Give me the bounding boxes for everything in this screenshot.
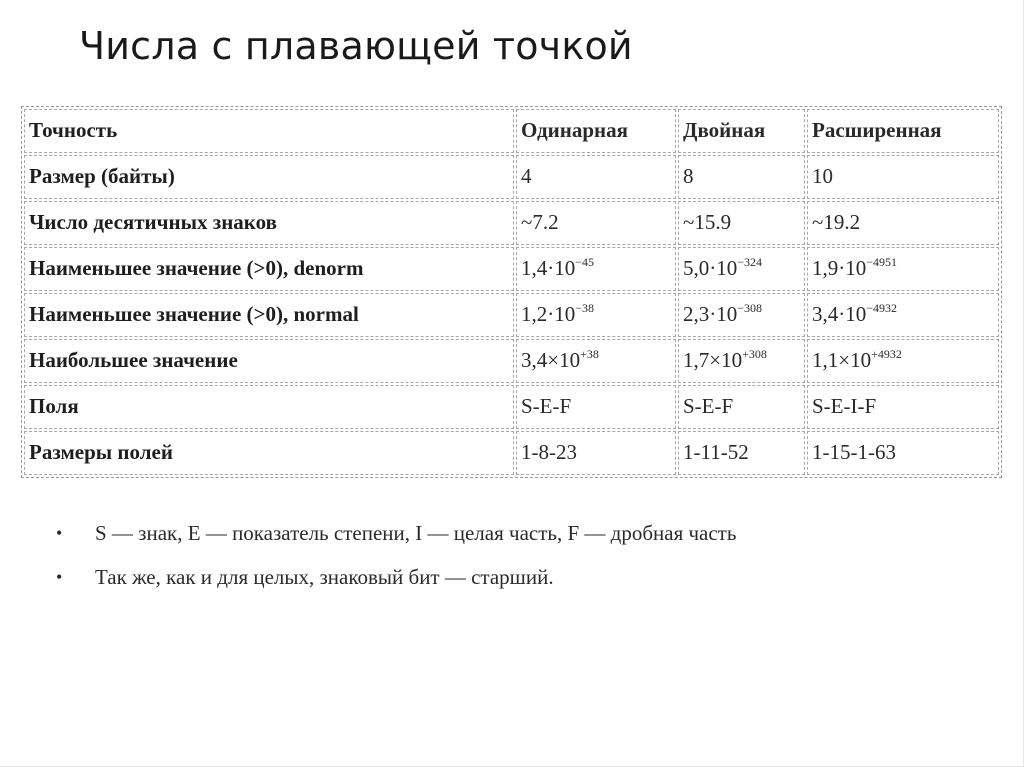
notes-list bbox=[56, 520, 736, 608]
row-label: Наименьшее значение (>0), denorm bbox=[24, 247, 514, 291]
table-cell bbox=[516, 339, 676, 383]
cell-value: 3,4×10 bbox=[521, 348, 581, 372]
table-cell bbox=[807, 293, 999, 337]
list-item bbox=[56, 564, 736, 608]
table-cell bbox=[807, 385, 999, 429]
cell-exponent: +308 bbox=[742, 347, 767, 361]
cell-exponent: −4951 bbox=[866, 255, 898, 269]
table-cell bbox=[516, 247, 676, 291]
cell-value: ~15.9 bbox=[683, 210, 732, 234]
table-cell bbox=[678, 247, 805, 291]
cell-exponent: −38 bbox=[575, 301, 595, 315]
table-row bbox=[24, 247, 999, 291]
table-row bbox=[24, 385, 999, 429]
table-cell bbox=[807, 201, 999, 245]
cell-value: 1,4·10 bbox=[521, 256, 576, 280]
table-cell bbox=[678, 385, 805, 429]
table-cell bbox=[678, 155, 805, 199]
table-header-row bbox=[24, 109, 999, 153]
note-text: S — знак, E — показатель степени, I — целая часть, F — дробная часть bbox=[95, 521, 737, 545]
table-cell bbox=[807, 339, 999, 383]
header-cell: Расширенная bbox=[807, 109, 999, 153]
cell-exponent: +4932 bbox=[871, 347, 902, 361]
row-label: Наибольшее значение bbox=[24, 339, 514, 383]
cell-exponent: −4932 bbox=[866, 301, 898, 315]
table-row bbox=[24, 339, 999, 383]
header-cell: Двойная bbox=[678, 109, 805, 153]
float-precision-table bbox=[21, 106, 1002, 478]
cell-value: 8 bbox=[683, 164, 694, 188]
cell-value: 1,1×10 bbox=[812, 348, 872, 372]
bullet-icon: • bbox=[56, 567, 63, 587]
list-item bbox=[56, 520, 736, 564]
table-cell bbox=[807, 431, 999, 475]
table-cell bbox=[516, 431, 676, 475]
cell-value: S-E-F bbox=[521, 394, 572, 418]
table-row bbox=[24, 155, 999, 199]
table-cell bbox=[678, 431, 805, 475]
row-label: Размер (байты) bbox=[24, 155, 514, 199]
cell-value: 4 bbox=[521, 164, 532, 188]
cell-value: 1-11-52 bbox=[683, 440, 749, 464]
table-cell bbox=[516, 293, 676, 337]
row-label: Поля bbox=[24, 385, 514, 429]
cell-value: 1,2·10 bbox=[521, 302, 576, 326]
row-label: Размеры полей bbox=[24, 431, 514, 475]
table-cell bbox=[516, 385, 676, 429]
row-label: Наименьшее значение (>0), normal bbox=[24, 293, 514, 337]
cell-exponent: −324 bbox=[737, 255, 763, 269]
cell-value: S-E-F bbox=[683, 394, 734, 418]
table-row bbox=[24, 201, 999, 245]
table-cell bbox=[678, 201, 805, 245]
cell-value: 1-15-1-63 bbox=[812, 440, 896, 464]
row-label: Число десятичных знаков bbox=[24, 201, 514, 245]
table-cell bbox=[807, 247, 999, 291]
cell-value: 1,7×10 bbox=[683, 348, 743, 372]
table-cell bbox=[678, 293, 805, 337]
cell-value: S-E-I-F bbox=[812, 394, 877, 418]
header-cell: Одинарная bbox=[516, 109, 676, 153]
table-row bbox=[24, 293, 999, 337]
table-row bbox=[24, 431, 999, 475]
cell-exponent: −308 bbox=[737, 301, 763, 315]
cell-value: 10 bbox=[812, 164, 833, 188]
bullet-icon: • bbox=[56, 523, 63, 543]
cell-value: ~7.2 bbox=[521, 210, 559, 234]
table-cell bbox=[807, 155, 999, 199]
cell-value: 1-8-23 bbox=[521, 440, 577, 464]
cell-exponent: +38 bbox=[580, 347, 599, 361]
page-title: Числа с плавающей точкой bbox=[79, 24, 633, 68]
cell-value: 5,0·10 bbox=[683, 256, 738, 280]
table-cell bbox=[678, 339, 805, 383]
cell-exponent: −45 bbox=[575, 255, 595, 269]
cell-value: 3,4·10 bbox=[812, 302, 867, 326]
cell-value: 2,3·10 bbox=[683, 302, 738, 326]
note-text: Так же, как и для целых, знаковый бит — старший. bbox=[95, 565, 554, 589]
table-cell bbox=[516, 155, 676, 199]
cell-value: 1,9·10 bbox=[812, 256, 867, 280]
cell-value: ~19.2 bbox=[812, 210, 861, 234]
header-cell: Точность bbox=[24, 109, 514, 153]
table-cell bbox=[516, 201, 676, 245]
